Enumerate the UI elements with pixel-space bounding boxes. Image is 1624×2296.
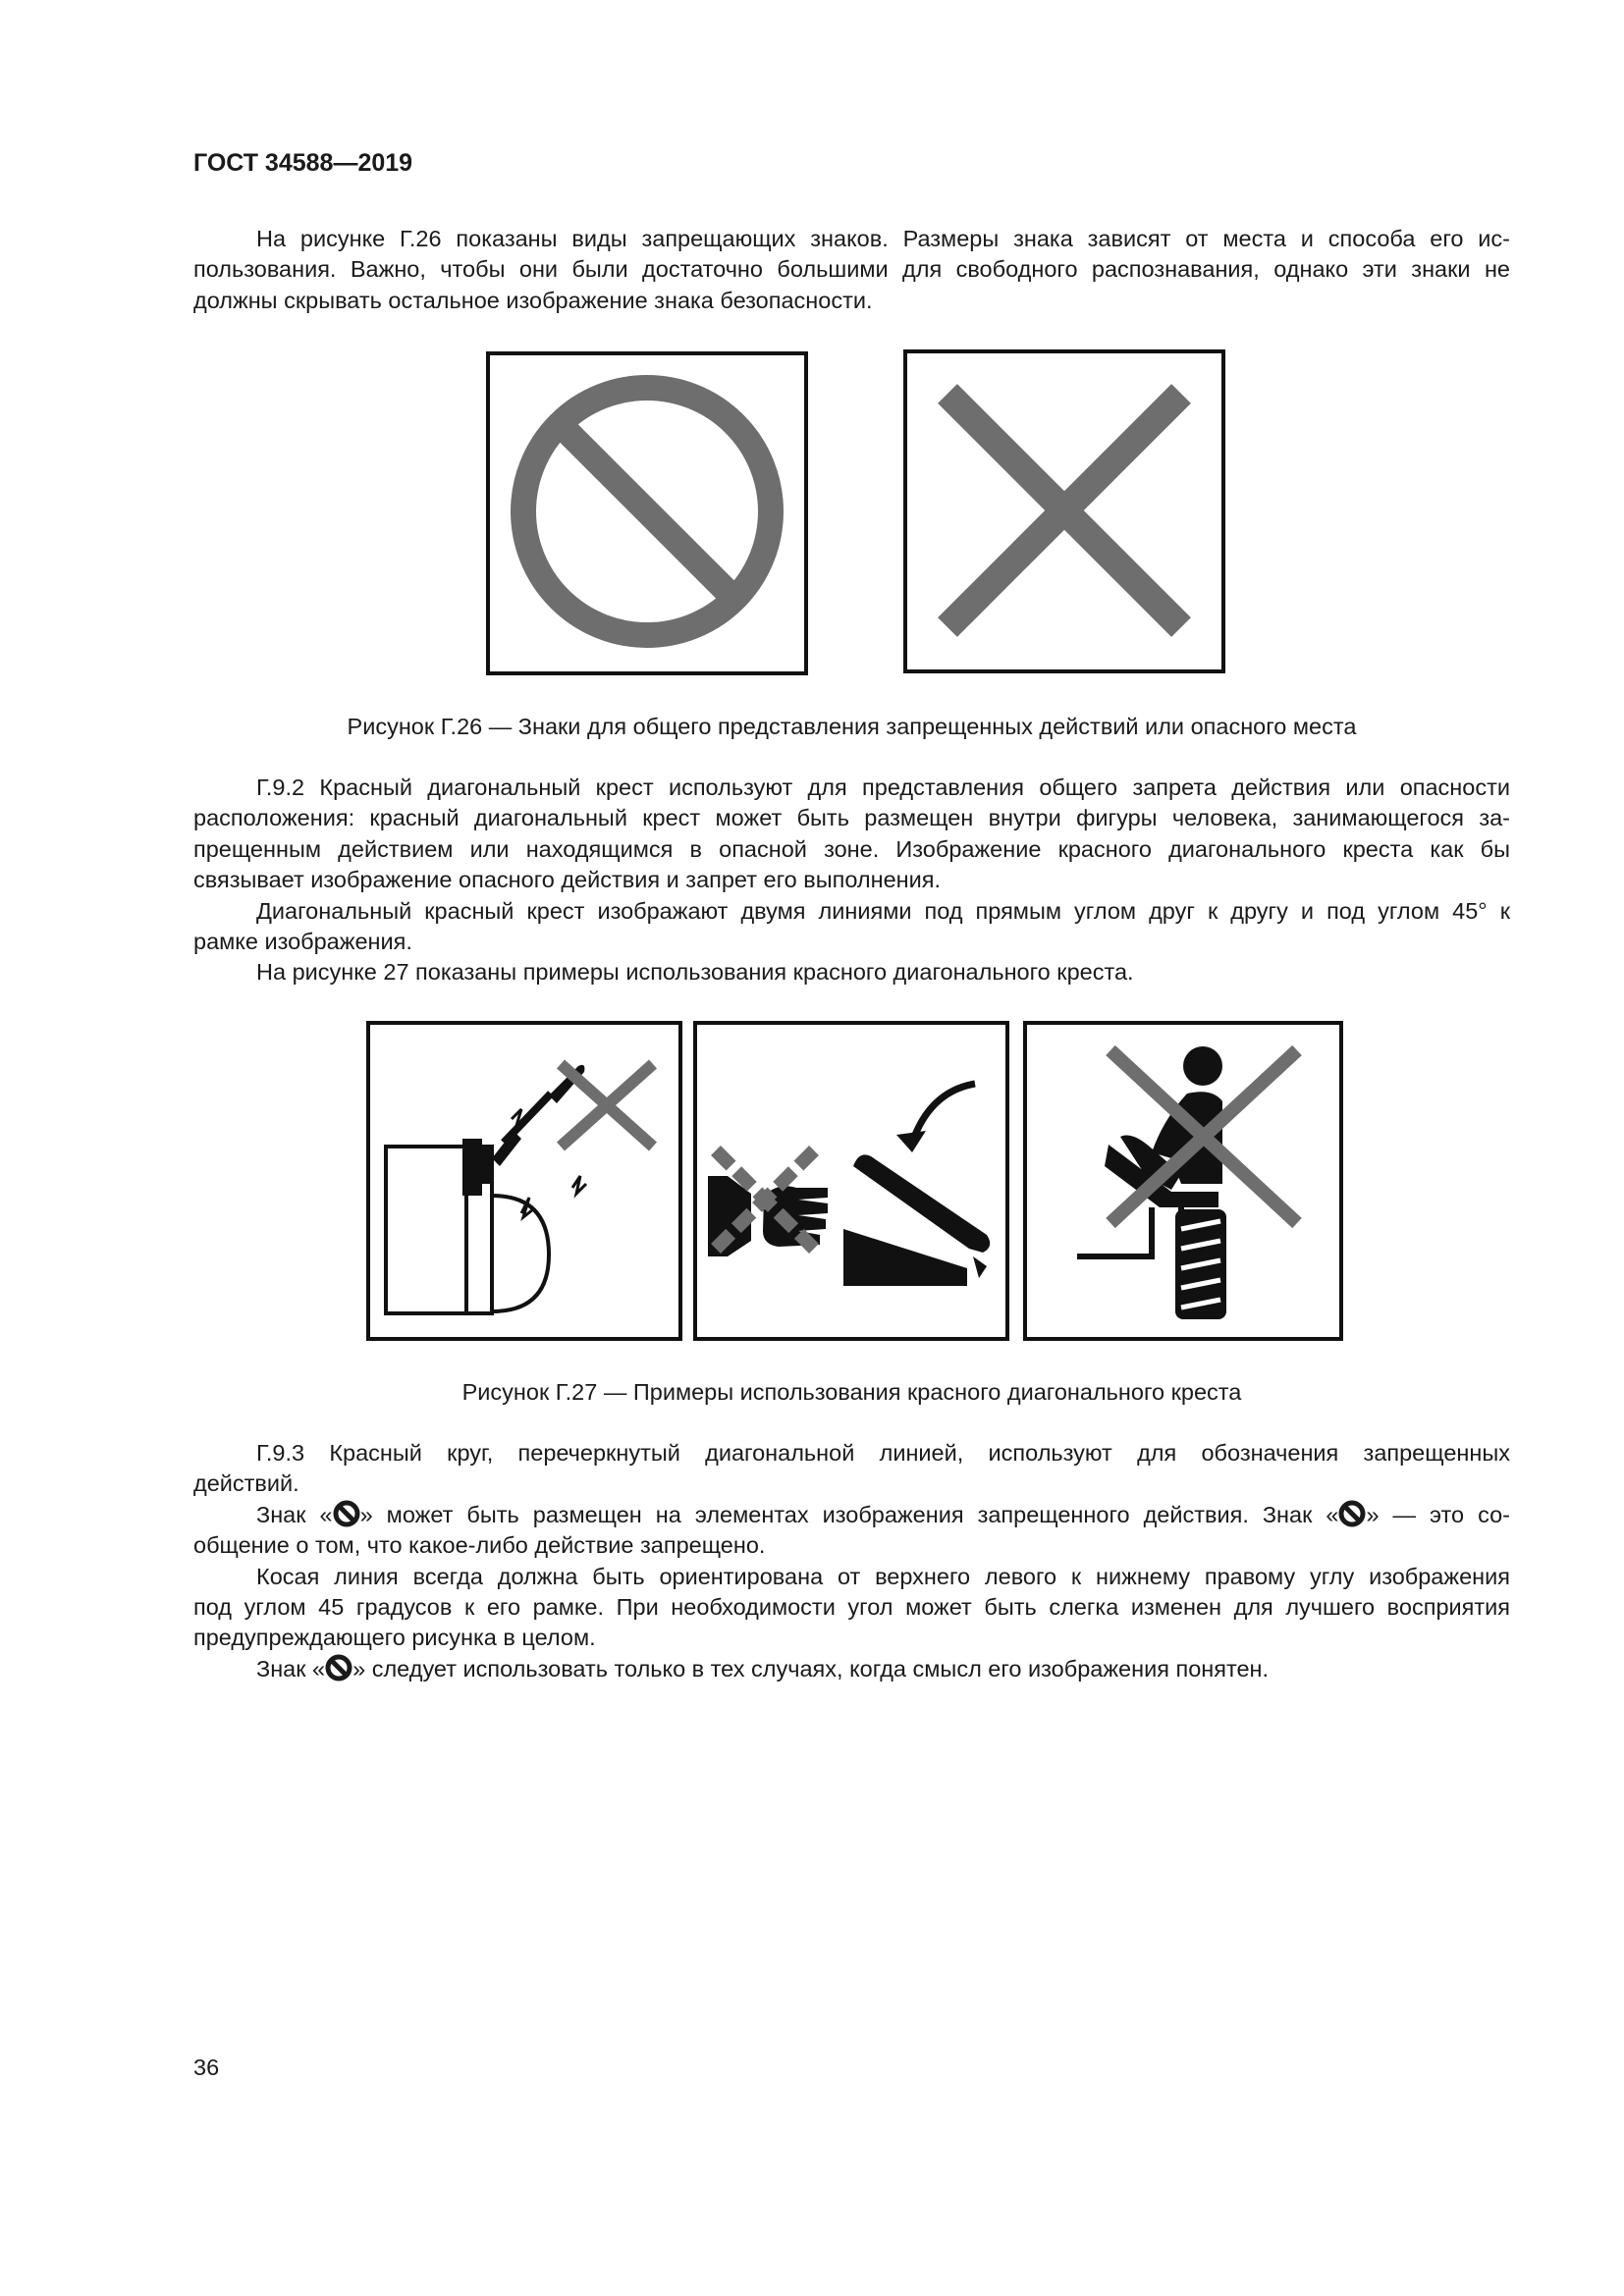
text-line: общение о том, что какое-либо действие запрещено. — [193, 1532, 766, 1559]
text-line: Диагональный красный крест изображают двумя линиями под прямым углом друг к другу и под углом 45° к — [256, 897, 1510, 924]
section-g92 — [193, 773, 1510, 988]
prohibition-circle-icon — [1338, 1500, 1366, 1527]
text-line: прещенным действием или находящимся в опасной зоне. Изображение красного диагонального креста как бы — [193, 835, 1510, 862]
prohibition-circle-icon — [325, 1654, 352, 1682]
example-panel-electric — [368, 1023, 680, 1339]
text-line: На рисунке Г.26 показаны виды запрещающих знаков. Размеры знака зависят от места и способа его ис- — [256, 226, 1510, 251]
inline-text: Знак « — [256, 1655, 326, 1682]
text-line: действий. — [193, 1470, 299, 1497]
text-line: предупреждающего рисунка в целом. — [193, 1625, 596, 1651]
cross-sign-figure — [903, 349, 1231, 677]
prohibition-sign-figure — [486, 351, 816, 677]
text-line: Г.9.2 Красный диагональный крест используют для представления общего запрета действия или опасности — [256, 774, 1510, 800]
figure-26-caption: Рисунок Г.26 — Знаки для общего представления запрещенных действий или опасного места — [347, 714, 1357, 739]
text-line: Г.9.3 Красный круг, перечеркнутый диагональной линией, используют для обозначения запрещенных — [256, 1440, 1510, 1466]
intro-paragraph — [193, 224, 1510, 316]
text-line — [193, 1500, 1510, 1530]
document-header: ГОСТ 34588—2019 — [193, 149, 413, 177]
cross-examples-figure — [366, 1021, 1355, 1345]
text-line: На рисунке 27 показаны примеры использования красного диагонального креста. — [256, 959, 1134, 986]
inline-text: » следует использовать только в тех случаях, когда смысл его изображения понятен. — [352, 1655, 1270, 1682]
inline-text: » — это со- — [1366, 1501, 1511, 1527]
figure-27-caption: Рисунок Г.27 — Примеры использования красного диагонального креста — [461, 1379, 1242, 1405]
example-panel-hand-crush — [695, 1023, 1007, 1339]
text-line: рамке изображения. — [193, 929, 412, 955]
text-line: должны скрывать остальное изображение знака безопасности. — [193, 287, 873, 313]
text-line: расположения: красный диагональный крест может быть размещен внутри фигуры человека, занимающегося за- — [193, 805, 1510, 831]
text-line: связывает изображение опасного действия и запрет его выполнения. — [193, 867, 942, 893]
inline-text: Знак « — [256, 1501, 333, 1527]
example-panel-seated-person — [1025, 1023, 1341, 1339]
text-line — [256, 1656, 1269, 1682]
section-g93 — [193, 1438, 1510, 1684]
text-line: пользования. Важно, чтобы они были достаточно большими для свободного распознавания, однако эти знаки не — [193, 256, 1510, 283]
inline-text: » может быть размещен на элементах изображения запрещенного действия. Знак « — [359, 1501, 1339, 1527]
prohibition-circle-icon — [333, 1500, 360, 1527]
text-line: Косая линия всегда должна быть ориентирована от верхнего левого к нижнему правому углу изображения — [256, 1563, 1510, 1589]
page-number: 36 — [193, 2055, 220, 2080]
text-line: под углом 45 градусов к его рамке. При необходимости угол может быть слегка изменен для лучшего восприятия — [193, 1594, 1510, 1621]
